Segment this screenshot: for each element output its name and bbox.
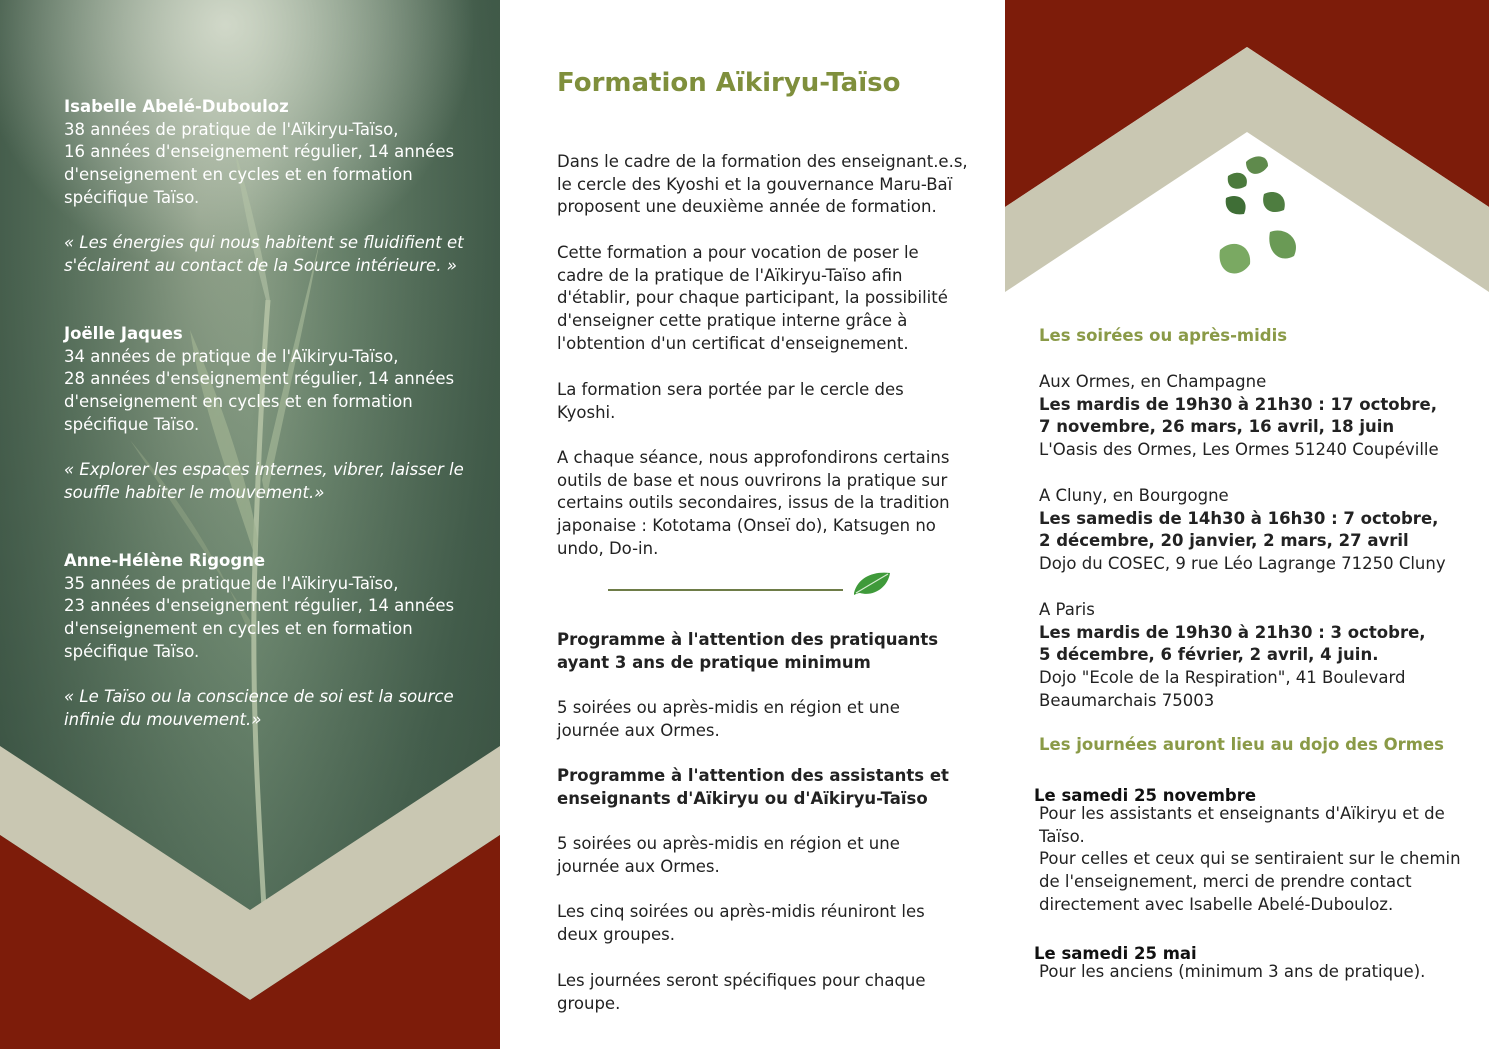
- quote-line: « Les énergies qui nous habitent se fluidifient et: [64, 233, 464, 253]
- bio-line: d'enseignement en cycles et en formation: [64, 392, 413, 412]
- bio-line: 23 années d'enseignement régulier, 14 années: [64, 596, 455, 616]
- text-line: Pour celles et ceux qui se sentiraient sur le chemin: [1039, 849, 1461, 869]
- venue-place: A Paris: [1039, 600, 1095, 619]
- bio-anne-helene: [64, 550, 464, 732]
- text-line: Kyoshi.: [557, 402, 616, 422]
- intro-paragraph: [557, 151, 977, 219]
- text-line: Les journées seront spécifiques pour chaque: [557, 971, 926, 990]
- quote-line: « Explorer les espaces internes, vibrer, laisser le: [64, 460, 464, 480]
- left-panel: [0, 0, 500, 1049]
- bio-joelle: [64, 323, 464, 505]
- text-line: deux groupes.: [557, 924, 676, 944]
- bio-line: spécifique Taïso.: [64, 414, 200, 434]
- day-2-label: Le samedi 25 mai: [1034, 944, 1197, 963]
- venue-dates: Les mardis de 19h30 à 21h30 : 3 octobre,: [1039, 622, 1426, 642]
- leaf-icon: [852, 569, 892, 597]
- text-line: certains outils secondaires, issus de la tradition: [557, 493, 950, 513]
- text-line: cadre de la pratique de l'Aïkiryu-Taïso afin: [557, 265, 903, 285]
- bio-quote: [64, 686, 464, 731]
- text-line: Programme à l'attention des assistants et: [557, 766, 949, 785]
- venue-place: A Cluny, en Bourgogne: [1039, 486, 1229, 505]
- bio-line: d'enseignement en cycles et en formation: [64, 619, 413, 639]
- text-line: groupe.: [557, 993, 621, 1013]
- venue-address: Beaumarchais 75003: [1039, 690, 1215, 710]
- bio-line: 28 années d'enseignement régulier, 14 années: [64, 369, 455, 389]
- bio-quote: [64, 459, 464, 504]
- day-2-text: [1039, 961, 1479, 984]
- quote-line: infinie du mouvement.»: [64, 709, 262, 729]
- bio-line: 35 années de pratique de l'Aïkiryu-Taïso,: [64, 573, 399, 593]
- text-line: de l'enseignement, merci de prendre contact: [1039, 872, 1412, 892]
- text-line: proposent une deuxième année de formation.: [557, 197, 937, 217]
- venue-address: Dojo du COSEC, 9 rue Léo Lagrange 71250 Cluny: [1039, 554, 1446, 574]
- day-1-text: [1039, 803, 1479, 917]
- text-line: undo, Do-in.: [557, 538, 659, 558]
- text-line: La formation sera portée par le cercle des: [557, 380, 904, 399]
- text-line: Cette formation a pour vocation de poser le: [557, 243, 919, 262]
- program-2-title: [557, 765, 977, 810]
- text-line: Les cinq soirées ou après-midis réuniront les: [557, 902, 925, 921]
- venue-paris: [1039, 599, 1479, 713]
- bio-line: 16 années d'enseignement régulier, 14 années: [64, 142, 455, 162]
- text-line: directement avec Isabelle Abelé-Dubouloz.: [1039, 894, 1394, 914]
- quote-line: s'éclairent au contact de la Source intérieure. »: [64, 255, 457, 275]
- purpose-paragraph: [557, 242, 977, 356]
- program-2-text: [557, 833, 977, 878]
- bio-line: 34 années de pratique de l'Aïkiryu-Taïso,: [64, 346, 399, 366]
- bio-isabelle: [64, 96, 464, 278]
- bio-name: Isabelle Abelé-Dubouloz: [64, 97, 289, 116]
- section-heading-days: Les journées auront lieu au dojo des Ormes: [1039, 735, 1445, 754]
- groups-paragraph: [557, 901, 977, 946]
- venue-dates: 5 décembre, 6 février, 2 avril, 4 juin.: [1039, 645, 1379, 665]
- bio-quote: [64, 232, 464, 277]
- text-line: journée aux Ormes.: [557, 856, 720, 876]
- venue-cluny: [1039, 485, 1479, 576]
- text-line: journée aux Ormes.: [557, 720, 720, 740]
- section-heading-evenings: Les soirées ou après-midis: [1039, 326, 1288, 345]
- quote-line: souffle habiter le mouvement.»: [64, 482, 325, 502]
- bio-name: Joëlle Jaques: [64, 324, 183, 343]
- text-line: Pour les anciens (minimum 3 ans de pratique).: [1039, 962, 1426, 981]
- text-line: l'obtention d'un certificat d'enseignement.: [557, 333, 909, 353]
- text-line: d'établir, pour chaque participant, la possibilité: [557, 288, 948, 308]
- right-panel: [1005, 0, 1489, 1049]
- page-title: Formation Aïkiryu-Taïso: [557, 68, 901, 98]
- text-line: Dans le cadre de la formation des enseignant.e.s,: [557, 152, 968, 171]
- text-line: d'enseigner cette pratique interne grâce à: [557, 311, 908, 331]
- bio-name: Anne-Hélène Rigogne: [64, 551, 266, 570]
- quote-line: « Le Taïso ou la conscience de soi est la source: [64, 687, 454, 707]
- program-1-title: [557, 629, 977, 674]
- text-line: le cercle des Kyoshi et la gouvernance Maru-Baï: [557, 174, 953, 194]
- kyoshi-paragraph: [557, 379, 977, 424]
- venue-address: L'Oasis des Ormes, Les Ormes 51240 Coupéville: [1039, 440, 1439, 460]
- bio-line: spécifique Taïso.: [64, 641, 200, 661]
- venue-place: Aux Ormes, en Champagne: [1039, 372, 1267, 391]
- bio-line: d'enseignement en cycles et en formation: [64, 165, 413, 185]
- text-line: 5 soirées ou après-midis en région et une: [557, 698, 900, 717]
- text-line: Taïso.: [1039, 826, 1085, 846]
- text-line: Programme à l'attention des pratiquants: [557, 630, 939, 649]
- session-paragraph: [557, 447, 977, 561]
- text-line: japonaise : Kototama (Onseï do), Katsugen no: [557, 516, 936, 536]
- leaves-icon: [1210, 152, 1310, 287]
- venue-dates: Les mardis de 19h30 à 21h30 : 17 octobre,: [1039, 394, 1438, 414]
- venue-dates: 2 décembre, 20 janvier, 2 mars, 27 avril: [1039, 531, 1409, 551]
- text-line: 5 soirées ou après-midis en région et une: [557, 834, 900, 853]
- bio-line: spécifique Taïso.: [64, 187, 200, 207]
- text-line: ayant 3 ans de pratique minimum: [557, 652, 871, 672]
- text-line: enseignants d'Aïkiryu ou d'Aïkiryu-Taïso: [557, 788, 928, 808]
- days-paragraph: [557, 970, 977, 1015]
- venue-dates: Les samedis de 14h30 à 16h30 : 7 octobre,: [1039, 508, 1439, 528]
- venue-address: Dojo "Ecole de la Respiration", 41 Boulevard: [1039, 668, 1406, 688]
- text-line: outils de base et nous ouvrirons la pratique sur: [557, 470, 948, 490]
- middle-panel: [500, 0, 1005, 1049]
- venue-ormes: [1039, 371, 1479, 462]
- program-1-text: [557, 697, 977, 742]
- text-line: Pour les assistants et enseignants d'Aïkiryu et de: [1039, 804, 1445, 823]
- venue-dates: 7 novembre, 26 mars, 16 avril, 18 juin: [1039, 417, 1395, 437]
- divider-line: [608, 589, 843, 591]
- day-1-label: Le samedi 25 novembre: [1034, 786, 1257, 805]
- text-line: A chaque séance, nous approfondirons certains: [557, 448, 950, 467]
- bio-line: 38 années de pratique de l'Aïkiryu-Taïso,: [64, 119, 399, 139]
